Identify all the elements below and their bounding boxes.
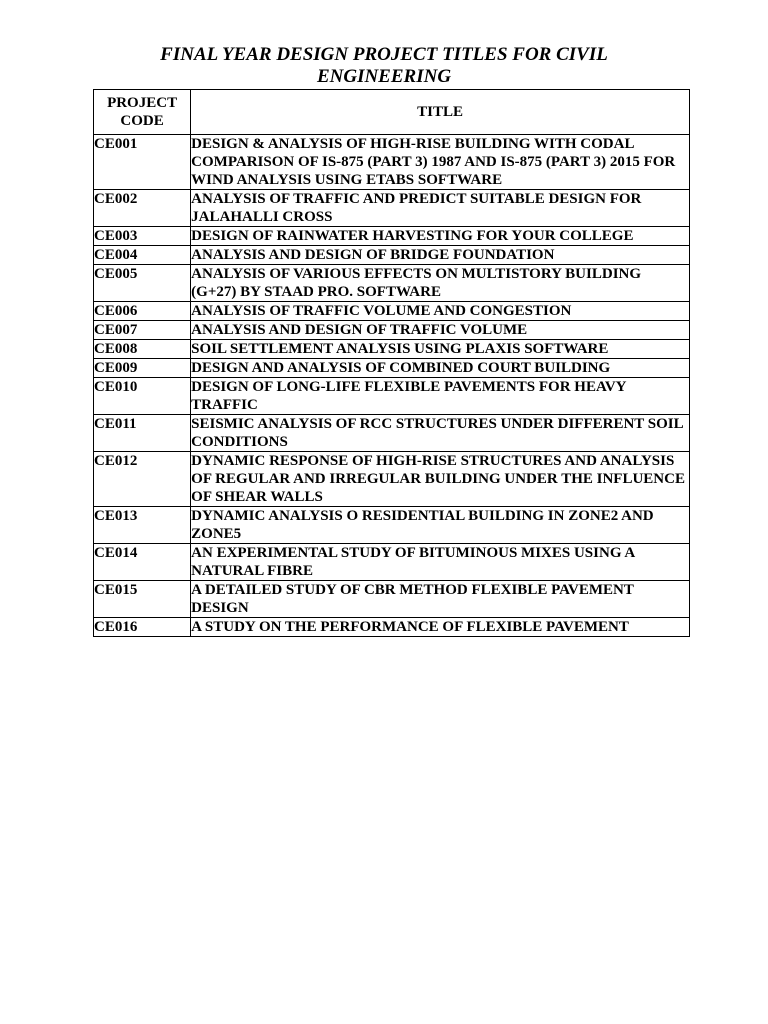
project-title-cell: DESIGN & ANALYSIS OF HIGH-RISE BUILDING WITH CODAL COMPARISON OF IS-875 (PART 3) 1987 AND IS-875 (PART 3) 2015 FOR WIND ANALYSIS USING ETABS SOFTWARE	[191, 135, 690, 190]
table-row	[94, 507, 690, 544]
table-row	[94, 544, 690, 581]
table-row	[94, 190, 690, 227]
project-title-cell: DESIGN OF LONG-LIFE FLEXIBLE PAVEMENTS FOR HEAVY TRAFFIC	[191, 378, 690, 415]
project-title-cell: DESIGN AND ANALYSIS OF COMBINED COURT BUILDING	[191, 359, 690, 378]
project-title-cell: ANALYSIS AND DESIGN OF BRIDGE FOUNDATION	[191, 246, 690, 265]
table-row	[94, 135, 690, 190]
project-title-cell: AN EXPERIMENTAL STUDY OF BITUMINOUS MIXES USING A NATURAL FIBRE	[191, 544, 690, 581]
project-title-cell: A STUDY ON THE PERFORMANCE OF FLEXIBLE PAVEMENT	[191, 618, 690, 637]
table-row	[94, 265, 690, 302]
project-title-cell: SOIL SETTLEMENT ANALYSIS USING PLAXIS SOFTWARE	[191, 340, 690, 359]
project-code-cell: CE001	[94, 135, 191, 190]
project-title-cell: SEISMIC ANALYSIS OF RCC STRUCTURES UNDER DIFFERENT SOIL CONDITIONS	[191, 415, 690, 452]
project-title-cell: ANALYSIS OF TRAFFIC AND PREDICT SUITABLE DESIGN FOR JALAHALLI CROSS	[191, 190, 690, 227]
page-title-line-2: ENGINEERING	[316, 66, 452, 87]
table-row	[94, 340, 690, 359]
table-row	[94, 359, 690, 378]
title-header: TITLE	[191, 90, 690, 135]
project-titles-table	[93, 89, 690, 637]
project-code-cell: CE011	[94, 415, 191, 452]
project-title-cell: DYNAMIC ANALYSIS O RESIDENTIAL BUILDING IN ZONE2 AND ZONE5	[191, 507, 690, 544]
table-row	[94, 415, 690, 452]
project-code-cell: CE012	[94, 452, 191, 507]
page-title-line-1: FINAL YEAR DESIGN PROJECT TITLES FOR CIVIL	[160, 44, 608, 65]
project-code-cell: CE006	[94, 302, 191, 321]
project-title-cell: ANALYSIS AND DESIGN OF TRAFFIC VOLUME	[191, 321, 690, 340]
table-row	[94, 378, 690, 415]
table-body	[94, 135, 690, 637]
project-title-cell: ANALYSIS OF TRAFFIC VOLUME AND CONGESTION	[191, 302, 690, 321]
table-row	[94, 246, 690, 265]
project-code-cell: CE010	[94, 378, 191, 415]
project-code-header-line-2: CODE	[120, 113, 164, 129]
project-code-cell: CE004	[94, 246, 191, 265]
project-code-cell: CE008	[94, 340, 191, 359]
project-code-header	[94, 90, 191, 135]
project-title-cell: A DETAILED STUDY OF CBR METHOD FLEXIBLE PAVEMENT DESIGN	[191, 581, 690, 618]
project-code-cell: CE016	[94, 618, 191, 637]
project-code-cell: CE005	[94, 265, 191, 302]
table-row	[94, 452, 690, 507]
project-code-cell: CE013	[94, 507, 191, 544]
project-title-cell: ANALYSIS OF VARIOUS EFFECTS ON MULTISTORY BUILDING (G+27) BY STAAD PRO. SOFTWARE	[191, 265, 690, 302]
project-code-cell: CE014	[94, 544, 191, 581]
table-header-row	[94, 90, 690, 135]
project-code-header-line-1: PROJECT	[107, 95, 178, 111]
table-row	[94, 581, 690, 618]
table-row	[94, 227, 690, 246]
table-row	[94, 321, 690, 340]
project-code-cell: CE007	[94, 321, 191, 340]
project-title-cell: DESIGN OF RAINWATER HARVESTING FOR YOUR COLLEGE	[191, 227, 690, 246]
project-code-cell: CE015	[94, 581, 191, 618]
table-row	[94, 618, 690, 637]
project-code-cell: CE009	[94, 359, 191, 378]
page-title	[0, 44, 768, 88]
project-title-cell: DYNAMIC RESPONSE OF HIGH-RISE STRUCTURES AND ANALYSIS OF REGULAR AND IRREGULAR BUILDING UNDER THE INFLUENCE OF SHEAR WALLS	[191, 452, 690, 507]
project-code-cell: CE003	[94, 227, 191, 246]
project-code-cell: CE002	[94, 190, 191, 227]
table-row	[94, 302, 690, 321]
